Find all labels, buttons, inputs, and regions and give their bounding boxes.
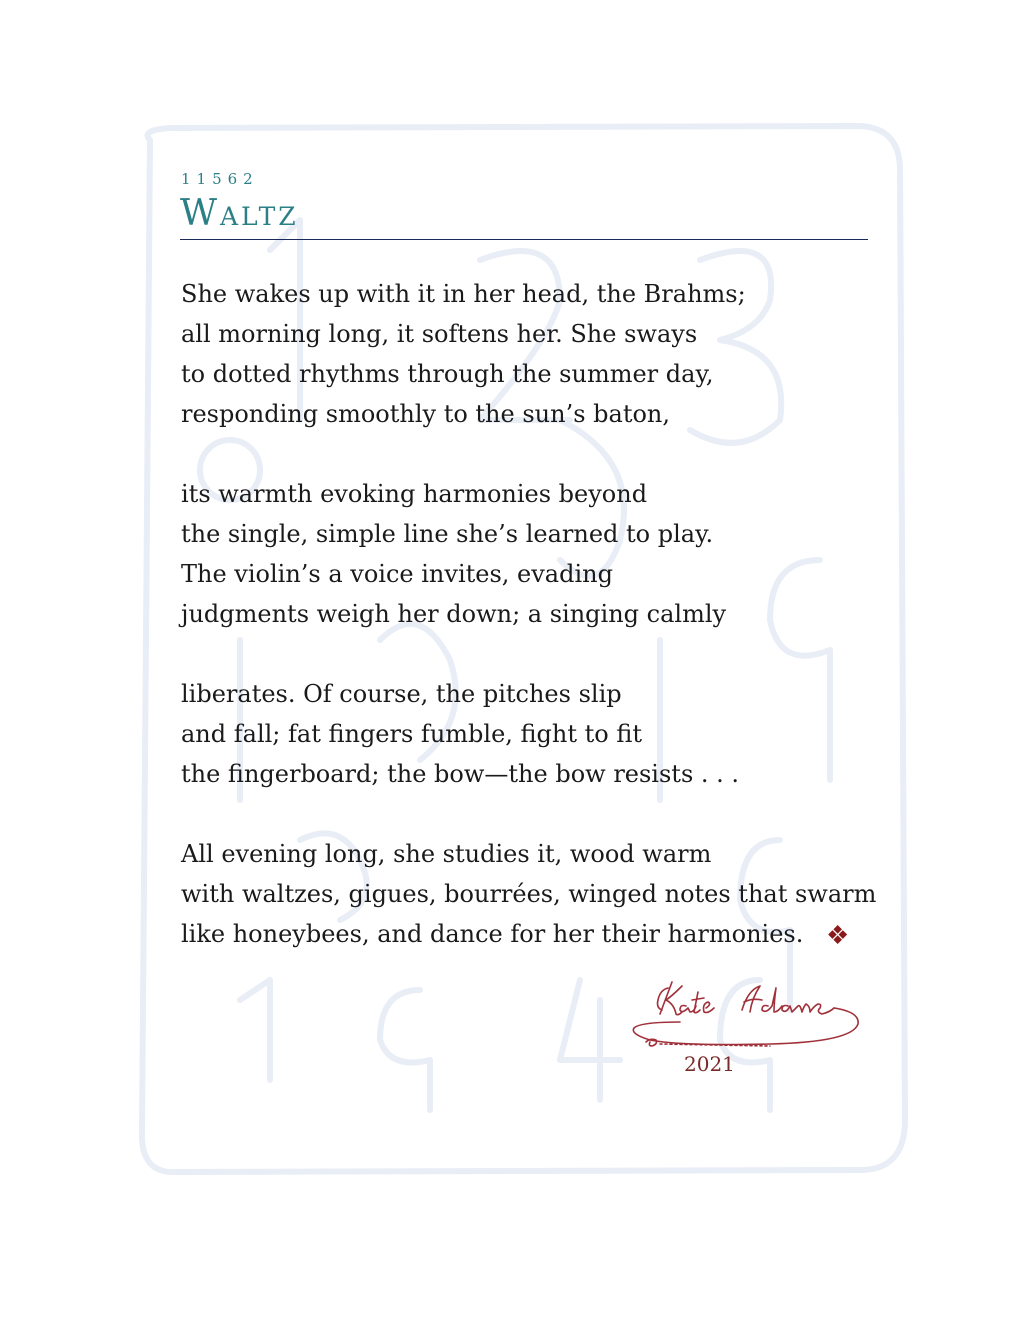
stanza-3 (181, 674, 881, 794)
signature-year: 2021 (684, 1052, 735, 1076)
poem-line: like honeybees, and dance for her their harmonies. (181, 920, 804, 948)
poem-line: responding smoothly to the sun’s baton, (181, 400, 670, 428)
poem-line: The violin’s a voice invites, evading (181, 560, 613, 588)
poem-line: judgments weigh her down; a singing calmly (181, 600, 727, 628)
signature-image (620, 968, 870, 1058)
poem-line: its warmth evoking harmonies beyond (181, 480, 648, 508)
title-divider (180, 239, 868, 240)
poem-line: All evening long, she studies it, wood warm (181, 840, 712, 868)
poem-title: Waltz (180, 193, 299, 234)
poem-line: and fall; fat fingers fumble, fight to fit (181, 720, 643, 748)
poem-line: She wakes up with it in her head, the Brahms; (181, 280, 746, 308)
poem-line: with waltzes, gigues, bourrées, winged notes that swarm (181, 880, 877, 908)
end-mark-icon: ❖ (826, 921, 850, 951)
poem-line: the fingerboard; the bow—the bow resists . . . (181, 760, 740, 788)
poem-line: to dotted rhythms through the summer day, (181, 360, 714, 388)
stanza-4 (181, 834, 881, 954)
poem-line: the single, simple line she’s learned to play. (181, 520, 714, 548)
stanza-2 (181, 474, 881, 634)
stanza-1 (181, 274, 881, 434)
poem-line: liberates. Of course, the pitches slip (181, 680, 622, 708)
poem-number: 11562 (181, 170, 259, 188)
poem-body (181, 274, 881, 954)
poem-line: all morning long, it softens her. She sways (181, 320, 698, 348)
